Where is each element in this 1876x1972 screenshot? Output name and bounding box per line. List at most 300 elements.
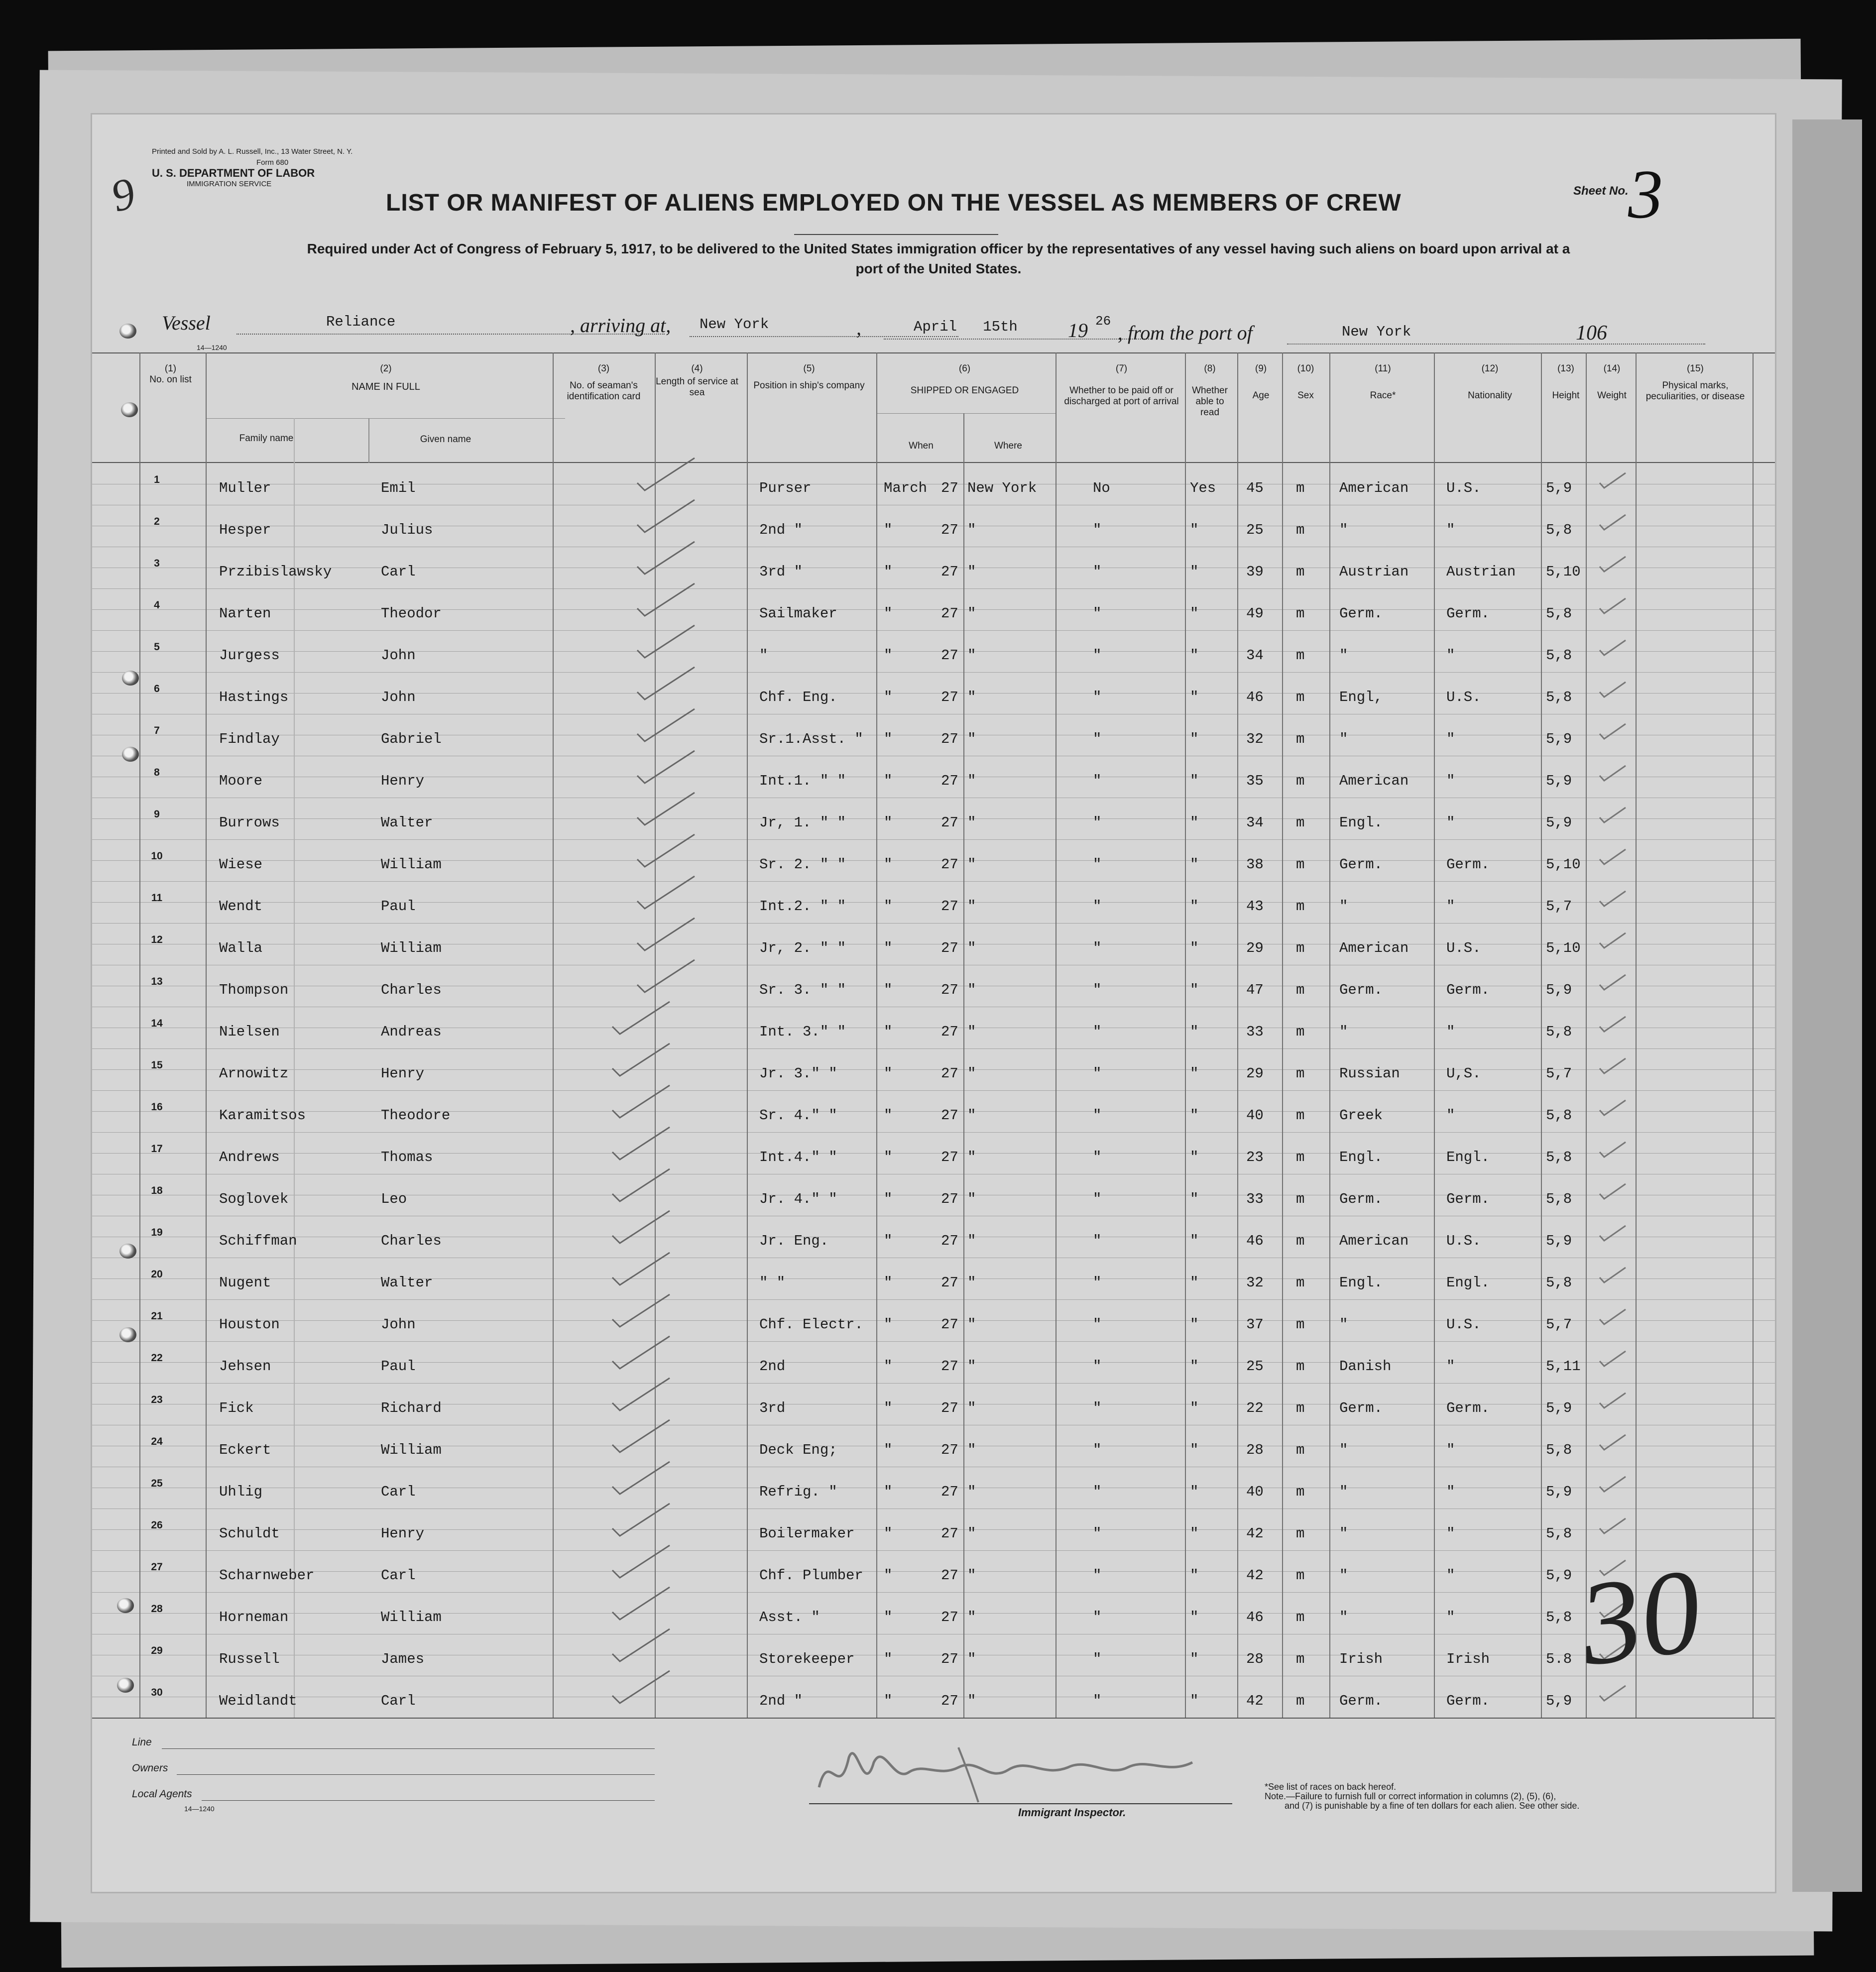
num-cell: 25 — [151, 1478, 163, 1489]
num-cell: 27 — [151, 1561, 163, 1573]
checkmark-icon — [1598, 638, 1628, 658]
family-name-cell: Thompson — [219, 982, 289, 998]
height-cell: 5,8 — [1546, 1275, 1572, 1291]
header-text: Whether to be paid off or discharged at port of arrival — [1064, 385, 1179, 407]
checkmark-icon — [1598, 1223, 1628, 1243]
paid-off-cell: " — [1093, 1525, 1102, 1542]
ruled-line — [92, 1320, 1775, 1321]
age-cell: 29 — [1246, 1065, 1264, 1082]
when-day-cell: 27 — [941, 1442, 958, 1458]
header-num: (7) — [1115, 363, 1128, 374]
given-name-cell: Carl — [381, 1484, 416, 1500]
where-cell: " — [967, 1609, 976, 1625]
able-to-read-cell: " — [1190, 731, 1199, 747]
ruled-line — [92, 1571, 1775, 1572]
able-to-read-cell: " — [1190, 1567, 1199, 1584]
form-number: Form 680 — [256, 158, 289, 167]
race-cell: American — [1339, 773, 1409, 789]
nationality-cell: " — [1446, 1024, 1455, 1040]
nationality-cell: Germ. — [1446, 856, 1490, 873]
nationality-cell: " — [1446, 1358, 1455, 1375]
given-name-cell: Leo — [381, 1191, 407, 1207]
header-text: Sex — [1297, 390, 1314, 401]
when-month-cell: " — [884, 1609, 893, 1625]
height-cell: 5,7 — [1546, 1065, 1572, 1082]
paid-off-cell: " — [1093, 1358, 1102, 1375]
height-cell: 5,8 — [1546, 647, 1572, 664]
when-day-cell: 27 — [941, 1358, 958, 1375]
num-cell: 17 — [151, 1143, 163, 1155]
position-cell: Int.4." " — [759, 1149, 837, 1165]
height-cell: 5,8 — [1546, 1024, 1572, 1040]
race-cell: " — [1339, 522, 1348, 538]
service-label: IMMIGRATION SERVICE — [187, 180, 272, 188]
height-cell: 5,8 — [1546, 1525, 1572, 1542]
race-cell: Austrian — [1339, 564, 1409, 580]
race-cell: Germ. — [1339, 856, 1383, 873]
header-num: (2) — [380, 363, 392, 374]
ruled-line — [92, 1383, 1775, 1384]
where-cell: " — [967, 522, 976, 538]
checkmark-icon — [610, 1459, 675, 1499]
num-cell: 12 — [151, 934, 163, 945]
sex-cell: m — [1296, 1107, 1305, 1124]
position-cell: 2nd — [759, 1358, 786, 1375]
paid-off-cell: " — [1093, 1149, 1102, 1165]
when-month-cell: " — [884, 731, 893, 747]
column-divider — [1329, 352, 1330, 1718]
column-divider — [1185, 352, 1186, 1718]
paid-off-cell: " — [1093, 1065, 1102, 1082]
num-cell: 22 — [151, 1352, 163, 1364]
position-cell: Chf. Eng. — [759, 689, 837, 705]
family-name-cell: Muller — [219, 480, 271, 496]
checkmark-icon — [610, 999, 675, 1039]
given-name-cell: Carl — [381, 1567, 416, 1584]
where-cell: " — [967, 1651, 976, 1667]
when-day-cell: 27 — [941, 940, 958, 956]
height-cell: 5,8 — [1546, 1149, 1572, 1165]
nationality-cell: U.S. — [1446, 940, 1481, 956]
family-name-cell: Schiffman — [219, 1233, 297, 1249]
height-cell: 5,9 — [1546, 982, 1572, 998]
position-cell: Jr. Eng. — [759, 1233, 829, 1249]
when-month-cell: " — [884, 1233, 893, 1249]
race-cell: American — [1339, 480, 1409, 496]
able-to-read-cell: " — [1190, 1484, 1199, 1500]
nationality-cell: " — [1446, 898, 1455, 915]
able-to-read-cell: " — [1190, 1316, 1199, 1333]
race-cell: " — [1339, 1316, 1348, 1333]
age-cell: 46 — [1246, 1609, 1264, 1625]
sex-cell: m — [1296, 1275, 1305, 1291]
where-cell: " — [967, 1107, 976, 1124]
when-day-cell: 27 — [941, 564, 958, 580]
manifest-sheet — [92, 115, 1775, 1892]
checkmark-icon — [635, 665, 700, 704]
race-cell: " — [1339, 1024, 1348, 1040]
inspector-line — [809, 1803, 1232, 1804]
paid-off-cell: " — [1093, 1400, 1102, 1416]
year-prefix: 19 — [1068, 319, 1088, 342]
age-cell: 32 — [1246, 1275, 1264, 1291]
given-name-cell: Charles — [381, 1233, 442, 1249]
arriving-label: , arriving at, — [570, 314, 671, 337]
where-cell: " — [967, 982, 976, 998]
position-cell: Boilermaker — [759, 1525, 855, 1542]
height-cell: 5,11 — [1546, 1358, 1581, 1375]
where-cell: " — [967, 1233, 976, 1249]
nationality-cell: " — [1446, 814, 1455, 831]
when-month-cell: " — [884, 1651, 893, 1667]
when-day-cell: 27 — [941, 814, 958, 831]
able-to-read-cell: " — [1190, 1233, 1199, 1249]
header-text: Position in ship's company — [753, 380, 865, 391]
where-cell: " — [967, 940, 976, 956]
sex-cell: m — [1296, 940, 1305, 956]
where-cell: " — [967, 1191, 976, 1207]
family-name-cell: Soglovek — [219, 1191, 289, 1207]
given-name-cell: James — [381, 1651, 425, 1667]
ruled-line — [92, 902, 1775, 903]
footer-note: *See list of races on back hereof. — [1265, 1782, 1397, 1792]
paid-off-cell: " — [1093, 731, 1102, 747]
ruled-line — [92, 1090, 1775, 1091]
where-cell: " — [967, 1400, 976, 1416]
punch-hole — [121, 402, 138, 417]
num-cell: 4 — [154, 599, 160, 611]
when-month-cell: " — [884, 1525, 893, 1542]
age-cell: 33 — [1246, 1191, 1264, 1207]
position-cell: Jr, 1. " " — [759, 814, 846, 831]
position-cell: Sr.1.Asst. " — [759, 731, 863, 747]
ruled-line — [92, 1048, 1775, 1049]
header-when: When — [909, 441, 934, 451]
checkmark-icon — [610, 1501, 675, 1541]
given-name-cell: William — [381, 1442, 442, 1458]
height-cell: 5,10 — [1546, 856, 1581, 873]
header-num: (6) — [958, 363, 971, 374]
column-divider — [876, 352, 877, 1718]
when-month-cell: " — [884, 1567, 893, 1584]
footer-note: Note.—Failure to furnish full or correct information in columns (2), (5), (6), — [1265, 1791, 1556, 1801]
position-cell: Refrig. " — [759, 1484, 837, 1500]
nationality-cell: Austrian — [1446, 564, 1516, 580]
family-name-cell: Przibislawsky — [219, 564, 332, 580]
where-cell: " — [967, 1149, 976, 1165]
header-num: (15) — [1687, 363, 1704, 374]
checkmark-icon — [610, 1585, 675, 1624]
nationality-cell: Germ. — [1446, 1191, 1490, 1207]
header-num: (10) — [1297, 363, 1314, 374]
given-name-cell: Walter — [381, 1275, 433, 1291]
nationality-cell: Irish — [1446, 1651, 1490, 1667]
checkmark-icon — [635, 539, 700, 579]
ruled-line — [92, 1069, 1775, 1070]
when-month-cell: March — [884, 480, 928, 496]
height-cell: 5,8 — [1546, 1191, 1572, 1207]
where-cell: " — [967, 856, 976, 873]
checkmark-icon — [1598, 554, 1628, 574]
able-to-read-cell: " — [1190, 773, 1199, 789]
header-col7 — [1063, 363, 1180, 407]
family-name-cell: Nielsen — [219, 1024, 280, 1040]
column-divider — [1586, 352, 1587, 1718]
checkmark-icon — [635, 957, 700, 997]
checkmark-icon — [610, 1543, 675, 1583]
comma: , — [856, 317, 861, 339]
able-to-read-cell: " — [1190, 1651, 1199, 1667]
able-to-read-cell: " — [1190, 1191, 1199, 1207]
checkmark-icon — [635, 748, 700, 788]
age-cell: 28 — [1246, 1651, 1264, 1667]
nationality-cell: " — [1446, 1525, 1455, 1542]
nationality-cell: U.S. — [1446, 480, 1481, 496]
ruled-line — [92, 1299, 1775, 1300]
height-cell: 5,8 — [1546, 1107, 1572, 1124]
num-cell: 23 — [151, 1394, 163, 1405]
checkmark-icon — [1598, 1181, 1628, 1201]
sex-cell: m — [1296, 605, 1305, 622]
height-cell: 5,7 — [1546, 1316, 1572, 1333]
sex-cell: m — [1296, 1651, 1305, 1667]
when-day-cell: 27 — [941, 1024, 958, 1040]
sex-cell: m — [1296, 1358, 1305, 1375]
column-divider — [294, 418, 295, 1718]
race-cell: American — [1339, 1233, 1409, 1249]
handwritten-mark: 9 — [106, 168, 141, 222]
when-day-cell: 27 — [941, 982, 958, 998]
paid-off-cell: " — [1093, 898, 1102, 915]
position-cell: 2nd " — [759, 522, 803, 538]
given-name-cell: Henry — [381, 1525, 425, 1542]
paid-off-cell: " — [1093, 1024, 1102, 1040]
race-cell: Germ. — [1339, 605, 1383, 622]
age-cell: 40 — [1246, 1484, 1264, 1500]
paid-off-cell: " — [1093, 564, 1102, 580]
num-cell: 20 — [151, 1269, 163, 1280]
sex-cell: m — [1296, 982, 1305, 998]
able-to-read-cell: " — [1190, 1525, 1199, 1542]
ruled-line — [92, 1132, 1775, 1133]
paid-off-cell: " — [1093, 1233, 1102, 1249]
checkmark-icon — [610, 1417, 675, 1457]
header-col2 — [207, 363, 565, 392]
ruled-line — [92, 881, 1775, 882]
when-month-cell: " — [884, 564, 893, 580]
checkmark-icon — [635, 874, 700, 914]
ruled-line — [92, 1341, 1775, 1342]
where-cell: " — [967, 1525, 976, 1542]
inspector-label: Immigrant Inspector. — [1018, 1806, 1126, 1819]
owners-label: Owners — [132, 1762, 168, 1774]
when-day-cell: 27 — [941, 1525, 958, 1542]
checkmark-icon — [610, 1626, 675, 1666]
sheet-number: 3 — [1628, 156, 1663, 233]
punch-hole — [122, 671, 139, 686]
given-name-cell: Richard — [381, 1400, 442, 1416]
header-col11 — [1332, 363, 1434, 401]
header-text: Age — [1252, 390, 1270, 401]
when-day-cell: 27 — [941, 1567, 958, 1584]
checkmark-icon — [1598, 1307, 1628, 1327]
nationality-cell: Germ. — [1446, 1400, 1490, 1416]
when-month-cell: " — [884, 1024, 893, 1040]
where-cell: " — [967, 647, 976, 664]
checkmark-icon — [635, 790, 700, 830]
when-day-cell: 27 — [941, 1275, 958, 1291]
age-cell: 35 — [1246, 773, 1264, 789]
position-cell: " " — [759, 1275, 786, 1291]
race-cell: Germ. — [1339, 1191, 1383, 1207]
when-day-cell: 27 — [941, 1400, 958, 1416]
paid-off-cell: " — [1093, 647, 1102, 664]
when-day-cell: 27 — [941, 1191, 958, 1207]
num-cell: 8 — [154, 767, 160, 778]
height-cell: 5.8 — [1546, 1651, 1572, 1667]
punch-hole — [117, 1678, 134, 1693]
header-col9 — [1240, 363, 1282, 401]
when-month-cell: " — [884, 1442, 893, 1458]
where-cell: " — [967, 1358, 976, 1375]
sheet-label: Sheet No. — [1573, 184, 1629, 198]
column-divider — [1282, 352, 1283, 1718]
when-month-cell: " — [884, 856, 893, 873]
checkmark-icon — [610, 1668, 675, 1708]
num-cell: 30 — [151, 1687, 163, 1698]
where-cell: " — [967, 898, 976, 915]
height-cell: 5,9 — [1546, 1484, 1572, 1500]
where-cell: " — [967, 605, 976, 622]
subtitle-line-2: port of the United States. — [855, 261, 1022, 276]
checkmark-icon — [1598, 1391, 1628, 1410]
given-name-cell: William — [381, 1609, 442, 1625]
nationality-cell: " — [1446, 773, 1455, 789]
race-cell: " — [1339, 1442, 1348, 1458]
sex-cell: m — [1296, 773, 1305, 789]
age-cell: 46 — [1246, 689, 1264, 705]
page-title: LIST OR MANIFEST OF ALIENS EMPLOYED ON THE VESSEL AS MEMBERS OF CREW — [386, 190, 1402, 216]
family-name-cell: Fick — [219, 1400, 254, 1416]
age-cell: 34 — [1246, 647, 1264, 664]
arriving-port: New York — [700, 316, 769, 333]
race-cell: Greek — [1339, 1107, 1383, 1124]
age-cell: 42 — [1246, 1567, 1264, 1584]
when-month-cell: " — [884, 1191, 893, 1207]
checkmark-icon — [1598, 930, 1628, 950]
race-cell: Germ. — [1339, 982, 1383, 998]
when-day-cell: 27 — [941, 1316, 958, 1333]
num-cell: 6 — [154, 683, 160, 695]
num-cell: 21 — [151, 1310, 163, 1322]
family-name-cell: Nugent — [219, 1275, 271, 1291]
sex-cell: m — [1296, 480, 1305, 496]
checkmark-icon — [610, 1250, 675, 1290]
sex-cell: m — [1296, 564, 1305, 580]
when-day-cell: 27 — [941, 689, 958, 705]
column-divider — [1055, 352, 1056, 1718]
able-to-read-cell: " — [1190, 647, 1199, 664]
header-text: SHIPPED OR ENGAGED — [910, 385, 1019, 396]
when-month-cell: " — [884, 1484, 893, 1500]
when-month-cell: " — [884, 1400, 893, 1416]
department-label: U. S. DEPARTMENT OF LABOR — [152, 167, 315, 179]
able-to-read-cell: " — [1190, 1442, 1199, 1458]
nationality-cell: Engl. — [1446, 1149, 1490, 1165]
header-text: Height — [1552, 390, 1580, 401]
header-where: Where — [994, 441, 1022, 451]
where-cell: " — [967, 814, 976, 831]
sex-cell: m — [1296, 1233, 1305, 1249]
given-name-cell: Emil — [381, 480, 416, 496]
column-divider — [368, 418, 369, 463]
header-num: (4) — [691, 363, 703, 374]
header-num: (3) — [597, 363, 610, 374]
header-num: (11) — [1375, 363, 1391, 374]
given-name-cell: Henry — [381, 773, 425, 789]
num-cell: 13 — [151, 976, 163, 987]
year-suffix: 26 — [1095, 314, 1111, 329]
sex-cell: m — [1296, 1149, 1305, 1165]
checkmark-icon — [1598, 805, 1628, 825]
family-name-cell: Moore — [219, 773, 263, 789]
when-day-cell: 27 — [941, 522, 958, 538]
position-cell: Chf. Electr. — [759, 1316, 863, 1333]
checkmark-icon — [1598, 1056, 1628, 1076]
able-to-read-cell: " — [1190, 898, 1199, 915]
header-family-name: Family name — [239, 433, 294, 444]
sex-cell: m — [1296, 1191, 1305, 1207]
num-cell: 2 — [154, 516, 160, 527]
header-text: Nationality — [1468, 390, 1512, 401]
owners-underline — [177, 1774, 655, 1775]
when-month-cell: " — [884, 898, 893, 915]
when-day-cell: 27 — [941, 1651, 958, 1667]
age-cell: 37 — [1246, 1316, 1264, 1333]
num-cell: 26 — [151, 1519, 163, 1531]
ref-number: 106 — [1576, 322, 1607, 345]
height-cell: 5,8 — [1546, 605, 1572, 622]
checkmark-icon — [1598, 470, 1628, 490]
position-cell: Purser — [759, 480, 812, 496]
height-cell: 5,9 — [1546, 1693, 1572, 1709]
header-col1 — [139, 363, 202, 385]
able-to-read-cell: " — [1190, 1693, 1199, 1709]
given-name-cell: William — [381, 940, 442, 956]
ruled-line — [92, 1278, 1775, 1279]
title-underline — [794, 234, 998, 235]
column-divider — [1434, 352, 1435, 1718]
column-divider — [1753, 352, 1754, 1718]
header-col10 — [1285, 363, 1327, 401]
agents-label: Local Agents — [132, 1788, 192, 1800]
num-cell: 18 — [151, 1185, 163, 1196]
header-col8 — [1185, 363, 1235, 418]
able-to-read-cell: " — [1190, 1609, 1199, 1625]
nationality-cell: " — [1446, 1609, 1455, 1625]
age-cell: 25 — [1246, 1358, 1264, 1375]
able-to-read-cell: " — [1190, 605, 1199, 622]
given-name-cell: John — [381, 689, 416, 705]
sex-cell: m — [1296, 1525, 1305, 1542]
punch-hole — [117, 1598, 134, 1613]
family-name-cell: Uhlig — [219, 1484, 263, 1500]
position-cell: Jr. 3." " — [759, 1065, 837, 1082]
sex-cell: m — [1296, 1484, 1305, 1500]
column-divider — [963, 413, 964, 1718]
when-month-cell: " — [884, 940, 893, 956]
paid-off-cell: " — [1093, 1316, 1102, 1333]
